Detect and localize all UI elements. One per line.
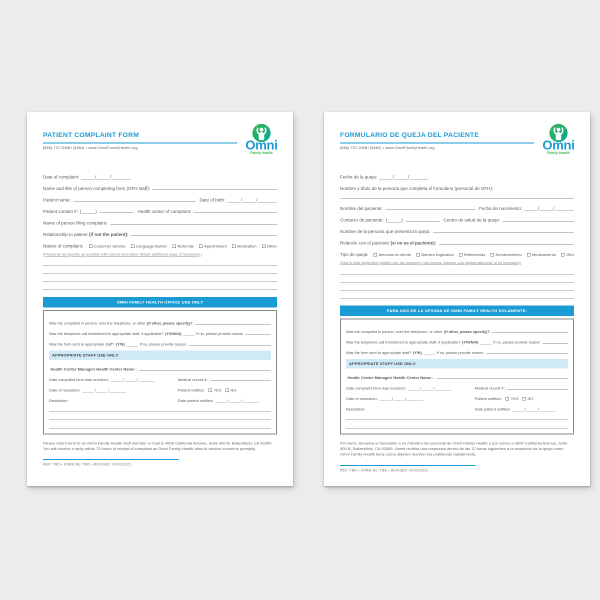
date-patient-notified-field bbox=[475, 407, 568, 412]
fecha-queja-row bbox=[340, 168, 574, 180]
checkbox-no[interactable] bbox=[522, 397, 526, 401]
question-row-1 bbox=[49, 315, 271, 326]
question-bold: (Y/N/N/A) bbox=[462, 340, 479, 345]
header-rule bbox=[340, 143, 534, 144]
answer-blank: _____ bbox=[126, 342, 139, 347]
phone-write-in: (_____) bbox=[385, 217, 404, 223]
write-in-line bbox=[152, 190, 277, 191]
field-label: Resolution: bbox=[346, 407, 366, 412]
checkbox-no[interactable] bbox=[225, 389, 229, 393]
medical-record-field bbox=[178, 378, 271, 383]
checkbox-nombramiento[interactable] bbox=[490, 253, 494, 257]
field-label: Fecha de nacimiento: bbox=[479, 206, 523, 211]
page-title: FORMULARIO DE QUEJA DEL PACIENTE bbox=[340, 131, 480, 139]
option-medicamento bbox=[527, 253, 556, 258]
yes-label: YES bbox=[510, 396, 519, 401]
option-label: Customer Service bbox=[93, 244, 126, 249]
option-label: Other bbox=[266, 244, 277, 249]
write-in-line bbox=[543, 343, 568, 344]
nombre-paciente-row bbox=[340, 200, 574, 212]
write-in-line bbox=[492, 333, 568, 334]
form-header bbox=[43, 125, 277, 164]
question-text: If no, please provide reason bbox=[436, 350, 484, 355]
option-atencion-al-cliente bbox=[374, 253, 411, 258]
write-in-line bbox=[139, 370, 271, 371]
write-in-line bbox=[189, 345, 271, 346]
patient-complaint-form-page bbox=[27, 112, 293, 486]
date-write-in: _____/_____/_______ bbox=[110, 377, 155, 382]
write-in-line bbox=[433, 233, 574, 234]
checkbox-yes[interactable] bbox=[506, 397, 510, 401]
field-label: Centro de salud de la queja: bbox=[443, 217, 500, 223]
received-medical-row bbox=[346, 380, 568, 391]
field-label: Date complaint form was received: bbox=[49, 377, 109, 382]
question-text: Was the complaint in person, over the telephone, or other bbox=[49, 321, 146, 326]
field-label: Medical record #: bbox=[474, 386, 505, 391]
date-of-complaint-row bbox=[43, 168, 277, 180]
option-customer-service bbox=[89, 244, 126, 249]
write-in-line bbox=[346, 412, 568, 421]
field-label-bold: Health Center Manager/ Health Center Name : bbox=[50, 367, 137, 372]
question-bold: (Y/N) bbox=[412, 350, 422, 355]
resolution-date-notified-row bbox=[346, 401, 568, 412]
date-received-field bbox=[49, 378, 178, 383]
field-label: Relationship to patient bbox=[43, 232, 88, 237]
write-in-line bbox=[110, 224, 277, 225]
write-in-line bbox=[340, 198, 574, 199]
return-instructions: Please return form to an Omni Family Health staff member or mail to 4600 California Avenue, Suite 400-B, Bakersfield, CA 93309. You will receive a reply within 72 hours of receipt of complaint as Omni Family Health aims to resolve concerns promptly. bbox=[43, 441, 273, 452]
write-in-line bbox=[502, 221, 574, 222]
form-reference-line: REF: TBD • FORM No: TBD • REVISED: 00/01/2021 bbox=[43, 463, 132, 467]
specificity-note: (Please be as specific as possible with names and dates. Attach additional page, if necessary.) bbox=[43, 252, 202, 257]
received-medical-row bbox=[49, 372, 271, 383]
header-rule bbox=[43, 143, 237, 144]
page-content bbox=[324, 112, 590, 486]
write-in-line bbox=[49, 420, 271, 429]
resolution-notified-row bbox=[49, 382, 271, 393]
resolution-field bbox=[49, 399, 178, 404]
option-label: Medication bbox=[237, 244, 257, 249]
write-in-line bbox=[100, 213, 134, 214]
option-label: Nombramiento bbox=[495, 252, 522, 257]
date-resolution-field bbox=[346, 397, 475, 402]
logo-wordmark: Omni bbox=[542, 137, 575, 153]
date-write-in: _____/_____/_______ bbox=[379, 174, 429, 180]
field-label: Date patient notified: bbox=[474, 407, 511, 412]
no-label: NO bbox=[527, 396, 534, 401]
specificity-note: (Sea lo más específico posible con los nombres y las fechas. Adjunte una página adicional, si es necesario) bbox=[340, 260, 521, 265]
write-in-line bbox=[507, 389, 568, 390]
write-in-line bbox=[340, 291, 574, 299]
question-text: If no, please provide reason bbox=[493, 340, 541, 345]
field-label: Medical record #: bbox=[177, 377, 208, 382]
write-in-line bbox=[486, 354, 568, 355]
option-other bbox=[262, 244, 277, 249]
yes-label: YES bbox=[213, 388, 222, 393]
write-in-line bbox=[385, 210, 475, 211]
field-label: Tipo de queja: bbox=[340, 252, 369, 257]
footer-divider bbox=[340, 465, 476, 466]
date-patient-notified-field bbox=[178, 399, 271, 404]
persona-completa-row bbox=[340, 180, 574, 192]
contact-line: (866) 707-OMNI (6664) • www.OmniFamilyHealth.org bbox=[340, 146, 435, 150]
page-title: PATIENT COMPLAINT FORM bbox=[43, 131, 140, 139]
option-language-barrier bbox=[131, 244, 167, 249]
write-in-line bbox=[340, 267, 574, 275]
office-use-box bbox=[340, 319, 574, 435]
write-in-line bbox=[49, 403, 271, 412]
field-label: Patient notified: bbox=[474, 396, 502, 401]
checkbox-yes[interactable] bbox=[209, 389, 213, 393]
field-label: Contacto de paciente: bbox=[340, 217, 384, 223]
option-barrera-linguistica bbox=[416, 253, 453, 258]
write-in-line bbox=[210, 381, 271, 382]
question-row-3 bbox=[49, 336, 271, 347]
question-text: If no, please provide reason bbox=[139, 342, 187, 347]
date-write-in: _____/_____/_______ bbox=[82, 388, 127, 393]
field-label: Nature of complaint: bbox=[43, 243, 84, 249]
question-bold: (Y/N/N/A) bbox=[165, 331, 182, 336]
logo-tagline: Family Health bbox=[250, 151, 273, 155]
option-appointment bbox=[199, 244, 226, 249]
patient-contact-row bbox=[43, 203, 277, 215]
medical-record-field bbox=[475, 386, 568, 391]
question-row-2 bbox=[346, 334, 568, 345]
option-label: Language Barrier bbox=[136, 244, 167, 249]
checkbox-referrals[interactable] bbox=[172, 245, 176, 249]
phone-write-in: (_____) bbox=[79, 209, 98, 214]
question-text: Was the complaint in person, over the telephone, or other bbox=[346, 329, 443, 334]
checkbox-language-barrier[interactable] bbox=[131, 245, 135, 249]
date-write-in: _____/_____/_______ bbox=[227, 197, 277, 203]
office-use-bar: OMNI FAMILY HEALTH OFFICE USE ONLY bbox=[43, 297, 277, 308]
question-row-2 bbox=[49, 326, 271, 337]
option-label: Atención al cliente bbox=[378, 252, 412, 257]
checkbox-appointment[interactable] bbox=[199, 245, 203, 249]
field-label: Patient contact #: bbox=[43, 209, 78, 214]
checkbox-medicamento[interactable] bbox=[527, 253, 531, 257]
field-label: Name of person filing complaint: bbox=[43, 220, 108, 226]
write-in-line bbox=[194, 213, 277, 214]
checkbox-customer-service[interactable] bbox=[89, 245, 93, 249]
contacto-paciente-row bbox=[340, 211, 574, 223]
date-write-in: _____/_____/_______ bbox=[215, 398, 260, 403]
option-label: Appointment bbox=[204, 244, 227, 249]
write-in-line bbox=[43, 258, 277, 266]
header-left bbox=[340, 125, 534, 150]
write-in-line bbox=[43, 274, 277, 282]
option-nombramiento bbox=[490, 253, 521, 258]
option-referrals bbox=[172, 244, 193, 249]
option-label: Medicamento bbox=[531, 252, 556, 257]
answer-blank: _____ bbox=[423, 350, 436, 355]
question-text: If no, please provide reason bbox=[196, 331, 244, 336]
checkbox-other[interactable] bbox=[262, 245, 266, 249]
omni-logo bbox=[242, 123, 281, 155]
field-label: Patient name: bbox=[43, 197, 71, 203]
question-text: Was the form sent to appropriate staff? bbox=[49, 342, 115, 347]
field-label: Date of resolution: bbox=[49, 388, 81, 393]
write-in-line bbox=[131, 236, 277, 237]
question-text: Was the telephone call transferred to appropriate staff, if applicable? bbox=[346, 340, 461, 345]
nature-of-complaint-row bbox=[43, 237, 277, 249]
field-label: Date of complaint: bbox=[43, 174, 80, 180]
persona-completa-line-row bbox=[340, 191, 574, 200]
patient-notified-field bbox=[475, 397, 568, 402]
date-received-field bbox=[346, 386, 475, 391]
checkbox-barrera-linguistica[interactable] bbox=[416, 253, 420, 257]
question-text: Was the telephone call transferred to appropriate staff, if applicable? bbox=[49, 331, 164, 336]
relacion-row bbox=[340, 234, 574, 246]
checkbox-medication[interactable] bbox=[232, 245, 236, 249]
contact-line: (866) 707-OMNI (6664) • www.OmniFamilyHealth.org bbox=[43, 146, 138, 150]
form-header bbox=[340, 125, 574, 164]
header-left bbox=[43, 125, 237, 150]
field-label: Relación con el paciente bbox=[340, 240, 390, 246]
write-in-line bbox=[439, 244, 574, 245]
date-write-in: _____/_____/_______ bbox=[524, 206, 574, 211]
option-otro bbox=[561, 253, 574, 258]
write-in-line bbox=[73, 201, 195, 202]
no-label: NO bbox=[230, 388, 237, 393]
manager-row bbox=[346, 370, 568, 381]
question-row-1 bbox=[346, 324, 568, 335]
field-label: Name and title of person completing form (OFH staff): bbox=[43, 186, 150, 191]
question-bold: (if other, please specify)? bbox=[444, 329, 490, 334]
resolution-notified-row bbox=[346, 391, 568, 402]
date-resolution-field bbox=[49, 388, 178, 393]
field-label: Resolution: bbox=[49, 398, 69, 403]
option-label: Referrals bbox=[177, 244, 194, 249]
answer-blank: _____ bbox=[183, 331, 195, 336]
formulario-de-queja-page bbox=[324, 112, 590, 486]
person-filing-row bbox=[43, 214, 277, 226]
field-label-bold: Health Center Manager/ Health Center Name : bbox=[347, 375, 434, 380]
staff-use-only-bar: APPROPRIATE STAFF USE ONLY: bbox=[49, 351, 271, 361]
field-label: Nombre del paciente: bbox=[340, 206, 383, 211]
question-text: Was the form sent to appropriate staff? bbox=[346, 350, 412, 355]
option-medication bbox=[232, 244, 256, 249]
write-in-line bbox=[340, 275, 574, 283]
form-reference-line: REF: TBD • FORM No: TBD • REVISED: 00/01/2021 bbox=[340, 468, 429, 473]
tipo-de-queja-row bbox=[340, 246, 574, 258]
write-in-line bbox=[340, 283, 574, 291]
person-completing-row bbox=[43, 180, 277, 192]
field-label: Date patient notified: bbox=[177, 398, 214, 403]
footer-divider bbox=[43, 459, 179, 460]
field-label: Health center of complaint: bbox=[137, 209, 192, 214]
write-in-line bbox=[436, 379, 568, 380]
manager-row bbox=[49, 361, 271, 372]
write-in-line bbox=[346, 420, 568, 429]
date-write-in: _____/_____/_______ bbox=[407, 386, 452, 391]
office-use-box bbox=[43, 310, 277, 435]
date-write-in: _____/_____/_______ bbox=[81, 174, 132, 180]
write-in-line bbox=[43, 266, 277, 274]
persona-presenta-row bbox=[340, 223, 574, 235]
field-label: Date of resolution: bbox=[346, 396, 378, 401]
write-in-line bbox=[49, 412, 271, 421]
relationship-row bbox=[43, 226, 277, 238]
logo-wordmark: Omni bbox=[245, 137, 278, 153]
answer-blank: _____ bbox=[480, 340, 492, 345]
page-content bbox=[27, 112, 293, 486]
question-bold: (Y/N) bbox=[115, 342, 125, 347]
resolution-field bbox=[346, 407, 475, 412]
field-label: Fecha de la queja: bbox=[340, 174, 378, 180]
field-label-bold: (si no es el paciente): bbox=[390, 240, 437, 246]
field-label: Date of birth: bbox=[199, 197, 226, 203]
field-label: Nombre de la persona que presenta la queja: bbox=[340, 229, 431, 234]
option-referencias bbox=[459, 253, 485, 258]
write-in-line bbox=[43, 282, 277, 290]
checkbox-otro[interactable] bbox=[561, 253, 565, 257]
checkbox-referencias[interactable] bbox=[459, 253, 463, 257]
patient-name-row bbox=[43, 191, 277, 203]
staff-use-only-bar: APPROPRIATE STAFF USE ONLY: bbox=[346, 359, 568, 369]
write-in-line bbox=[246, 335, 271, 336]
option-label: Barrera lingüística bbox=[421, 252, 454, 257]
date-write-in: _____/_____/_______ bbox=[512, 407, 557, 412]
write-in-line bbox=[195, 324, 271, 325]
option-label: Otro bbox=[566, 252, 574, 257]
resolution-date-notified-row bbox=[49, 393, 271, 404]
field-label-bold: (if not the patient): bbox=[89, 232, 129, 237]
field-label: Patient notified: bbox=[177, 388, 205, 393]
office-use-bar: PARA USO DE LA OFICINA DE OMNI FAMILY HEALTH SOLAMENTE: bbox=[340, 306, 574, 317]
omni-logo bbox=[539, 123, 578, 155]
logo-tagline: Family Health bbox=[547, 151, 570, 155]
question-row-3 bbox=[346, 345, 568, 356]
patient-notified-field bbox=[178, 388, 271, 393]
field-label: Nombre y título de la persona que completa el formulario (personal de OFH): bbox=[340, 186, 494, 191]
checkbox-atencion-al-cliente[interactable] bbox=[374, 253, 378, 257]
return-instructions: Por favor, devuelva el formulario a un miembro del personal de Omni Family Health o por correo a 4600 California Avenue, Suite 400-B, Bakersfield, CA 93309. Usted recibirá una respuesta dentro de las 72 horas siguientes a la recepción de la queja como Omni Family Health tiene como objetivo resolver los problemas rápidamente. bbox=[340, 441, 568, 457]
field-label: Date complaint form was received: bbox=[346, 386, 406, 391]
question-bold: (if other, please specify)? bbox=[147, 321, 193, 326]
option-label: Referencias bbox=[463, 252, 486, 257]
date-write-in: _____/_____/_______ bbox=[379, 396, 424, 401]
write-in-line bbox=[406, 221, 440, 222]
